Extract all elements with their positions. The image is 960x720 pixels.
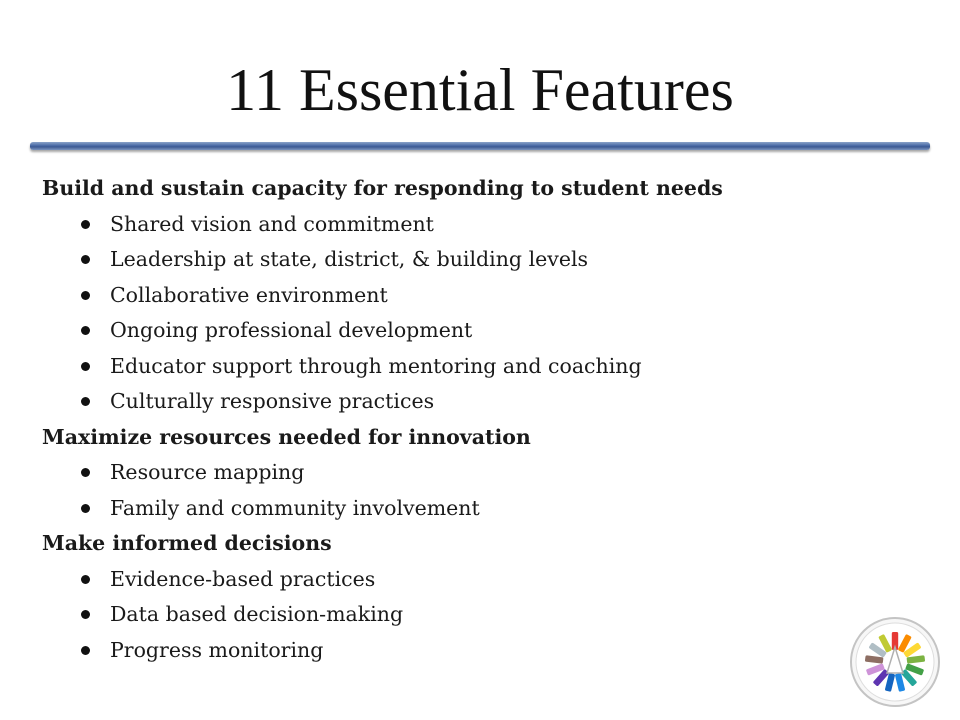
bullet-icon — [81, 326, 90, 335]
bullet-icon — [81, 610, 90, 619]
list-item — [42, 633, 922, 669]
list-item-text: Evidence-based practices — [110, 566, 376, 591]
list-item — [42, 562, 922, 598]
bullet-icon — [81, 291, 90, 300]
list-item-text: Collaborative environment — [110, 282, 388, 307]
list-item — [42, 455, 922, 491]
list-item — [42, 349, 922, 385]
bullet-icon — [81, 255, 90, 264]
bullet-icon — [81, 468, 90, 477]
list-item-text: Educator support through mentoring and coaching — [110, 353, 642, 378]
list-item — [42, 313, 922, 349]
list-item-text: Progress monitoring — [110, 637, 324, 662]
list-item — [42, 242, 922, 278]
section-heading-capacity: Build and sustain capacity for responding to student needs — [42, 176, 723, 200]
list-item — [42, 384, 922, 420]
section-heading-resources: Maximize resources needed for innovation — [42, 424, 531, 449]
bullet-icon — [81, 362, 90, 371]
list-item-text: Shared vision and commitment — [110, 211, 434, 236]
list-item — [42, 207, 922, 243]
list-item-text: Leadership at state, district, & building levels — [110, 247, 589, 271]
slide-title: 11 Essential Features — [226, 57, 734, 123]
list-item-text: Resource mapping — [110, 460, 305, 484]
section-heading-decisions: Make informed decisions — [42, 531, 332, 555]
list-item — [42, 278, 922, 314]
bullet-icon — [81, 646, 90, 655]
bullet-icon — [81, 575, 90, 584]
list-item-text: Data based decision-making — [110, 602, 404, 626]
list-item-text: Ongoing professional development — [110, 318, 473, 342]
feature-list — [42, 171, 922, 668]
list-item — [42, 491, 922, 527]
bullet-icon — [81, 220, 90, 229]
color-wheel-logo-icon — [849, 616, 941, 708]
bullet-icon — [81, 504, 90, 513]
bullet-icon — [81, 397, 90, 406]
list-item — [42, 597, 922, 633]
list-item-text: Family and community involvement — [110, 495, 480, 520]
title-underline — [30, 142, 930, 150]
list-item-text: Culturally responsive practices — [110, 389, 435, 413]
